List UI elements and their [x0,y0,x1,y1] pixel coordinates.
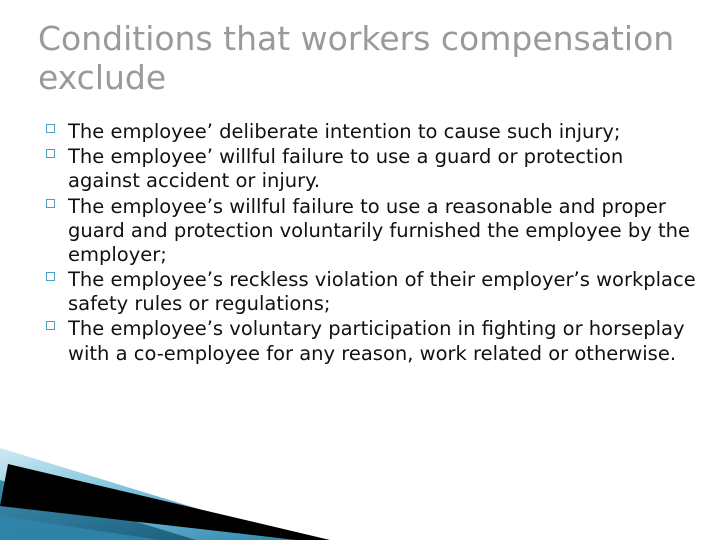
page-title: Conditions that workers compensation exclude [38,19,675,97]
list-item-text: The employee’s voluntary participation in fighting or horseplay with a co-employee for any reason, work related or otherwise. [68,317,685,365]
list-item-text: The employee’s reckless violation of their employer’s workplace safety rules or regulations; [68,268,696,316]
list-item-text: The employee’ deliberate intention to cause such injury; [68,120,621,143]
list-item [40,195,700,268]
square-bullet-icon [46,272,55,281]
corner-decoration [0,420,330,540]
list-item [40,145,700,193]
list-item-text: The employee’ willful failure to use a guard or protection against accident or injury. [68,145,624,193]
square-bullet-icon [46,199,55,208]
square-bullet-icon [46,149,55,158]
list-item [40,268,700,316]
list-item-text: The employee’s willful failure to use a reasonable and proper guard and protection voluntarily furnished the employee by the employer; [68,194,690,266]
list-item [40,120,700,144]
square-bullet-icon [46,321,55,330]
list-item [40,317,700,365]
square-bullet-icon [46,124,55,133]
bullet-list [40,120,700,367]
